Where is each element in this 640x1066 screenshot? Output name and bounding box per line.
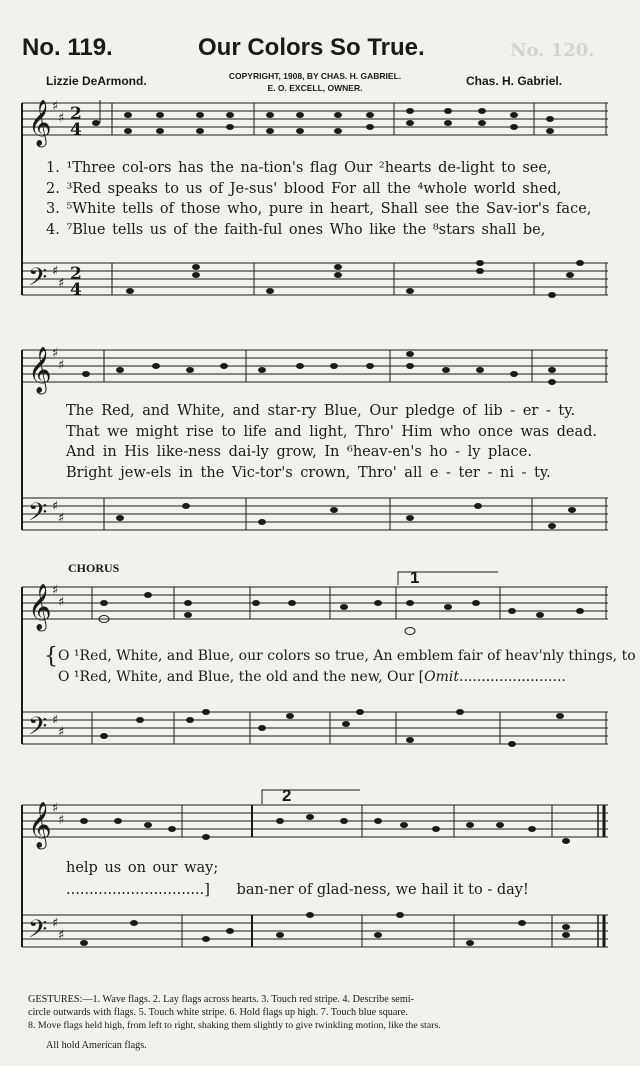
system-2-barlines	[104, 350, 606, 530]
chorus-line-2	[58, 669, 566, 685]
treble-clef-icon-3: 𝄞	[28, 584, 52, 630]
verse-4-line-a: 4. ⁷Blue tells us of the faith-ful ones Who like the ⁸stars shall be,	[46, 222, 546, 238]
hymn-number: No. 119.	[22, 34, 113, 61]
sharp-icon: ♯	[52, 346, 59, 361]
treble-clef-icon: 𝄞	[28, 100, 52, 146]
system-3-treble-staff	[22, 587, 608, 619]
chorus-label: CHORUS	[68, 561, 120, 575]
system-4-bass-staff	[22, 915, 608, 947]
time-signature-top: 2	[70, 104, 82, 124]
sharp-icon: ♯	[52, 801, 59, 816]
chorus-final-line-2	[66, 882, 529, 898]
system-4-barlines	[182, 805, 604, 947]
system-1-bass-staff	[22, 263, 608, 295]
system-4-treble-staff	[22, 805, 608, 837]
sharp-icon: ♯	[58, 511, 65, 526]
first-ending-number: 1	[410, 568, 420, 587]
sharp-icon: ♯	[58, 111, 65, 126]
chorus-final-dots: ..............................]	[66, 882, 210, 898]
copyright-line-1: COPYRIGHT, 1908, BY CHAS. H. GABRIEL.	[228, 71, 402, 81]
verse-3-line-a: 3. ⁵White tells of those who, pure in heart, Shall see the Sav-ior's face,	[46, 201, 592, 217]
system-1-barlines	[112, 103, 606, 295]
sharp-icon: ♯	[58, 725, 65, 740]
time-signature-bottom-bass: 4	[70, 280, 82, 300]
verse-1-line-b: The Red, and White, and star-ry Blue, Our pledge of lib - er - ty.	[66, 403, 576, 419]
sharp-icon: ♯	[58, 928, 65, 943]
chorus-line-1: O ¹Red, White, and Blue, our colors so true, An emblem fair of heav'nly things, to	[58, 648, 636, 664]
chorus-omit: Omit	[424, 669, 459, 685]
gestures-line-1: GESTURES:—1. Wave flags. 2. Lay flags across hearts. 3. Touch red stripe. 4. Describe semi-	[28, 994, 414, 1005]
sharp-icon: ♯	[58, 276, 65, 291]
verse-3-line-b: And in His like-ness dai-ly grow, In ⁶heav-en's ho - ly place.	[66, 444, 532, 460]
chorus-line-2-text: O ¹Red, White, and Blue, the old and the new, Our [	[58, 669, 425, 685]
bass-clef-icon-3: 𝄢	[28, 712, 48, 747]
system-2-bass-staff	[22, 498, 608, 530]
composer: Chas. H. Gabriel.	[466, 74, 563, 88]
sharp-icon: ♯	[58, 813, 65, 828]
verse-1-line-a: 1. ¹Three col-ors has the na-tion's flag Our ²hearts de-light to see,	[46, 160, 552, 176]
bleed-through-hymn-number: No. 120.	[510, 40, 595, 61]
copyright-line-2: E. O. EXCELL, OWNER.	[267, 83, 363, 93]
system-2-treble-staff	[22, 350, 608, 382]
bass-clef-icon: 𝄢	[28, 263, 48, 298]
sharp-icon: ♯	[52, 264, 59, 279]
gestures-line-3: 8. Move flags held high, from left to right, shaking them slightly to give twinkling motion, like the stars.	[28, 1020, 441, 1031]
sharp-icon: ♯	[52, 499, 59, 514]
system-3-bass-staff	[22, 712, 608, 744]
chorus-final-text: ban-ner of glad-ness, we hail it to - day!	[236, 882, 529, 898]
sharp-icon: ♯	[52, 583, 59, 598]
second-ending-number: 2	[282, 786, 292, 805]
second-ending-bracket	[262, 790, 360, 804]
chorus-brace: {	[44, 644, 58, 669]
gestures-line-4: All hold American flags.	[46, 1040, 147, 1051]
bass-clef-icon-2: 𝄢	[28, 498, 48, 533]
hymn-title: Our Colors So True.	[198, 34, 425, 61]
sharp-icon: ♯	[52, 99, 59, 114]
time-signature-bottom: 4	[70, 120, 82, 140]
sharp-icon: ♯	[52, 916, 59, 931]
time-signature-top-bass: 2	[70, 264, 82, 284]
chorus-omit-dots: ........................	[459, 669, 566, 685]
sharp-icon: ♯	[58, 595, 65, 610]
sharp-icon: ♯	[52, 713, 59, 728]
lyricist: Lizzie DeArmond.	[46, 74, 147, 88]
sharp-icon: ♯	[58, 358, 65, 373]
verse-2-line-a: 2. ³Red speaks to us of Je-sus' blood For all the ⁴whole world shed,	[46, 181, 562, 197]
chorus-final-line-1: help us on our way;	[66, 860, 219, 876]
bass-clef-icon-4: 𝄢	[28, 915, 48, 950]
treble-clef-icon-4: 𝄞	[28, 802, 52, 848]
system-1-treble-staff	[22, 103, 608, 135]
gestures-line-2: circle outwards with flags. 5. Touch white stripe. 6. Hold flags up high. 7. Touch blue square.	[28, 1007, 408, 1018]
treble-clef-icon-2: 𝄞	[28, 347, 52, 393]
verse-4-line-b: Bright jew-els in the Vic-tor's crown, Thro' all e - ter - ni - ty.	[66, 465, 551, 481]
verse-2-line-b: That we might rise to life and light, Thro' Him who once was dead.	[66, 424, 598, 440]
